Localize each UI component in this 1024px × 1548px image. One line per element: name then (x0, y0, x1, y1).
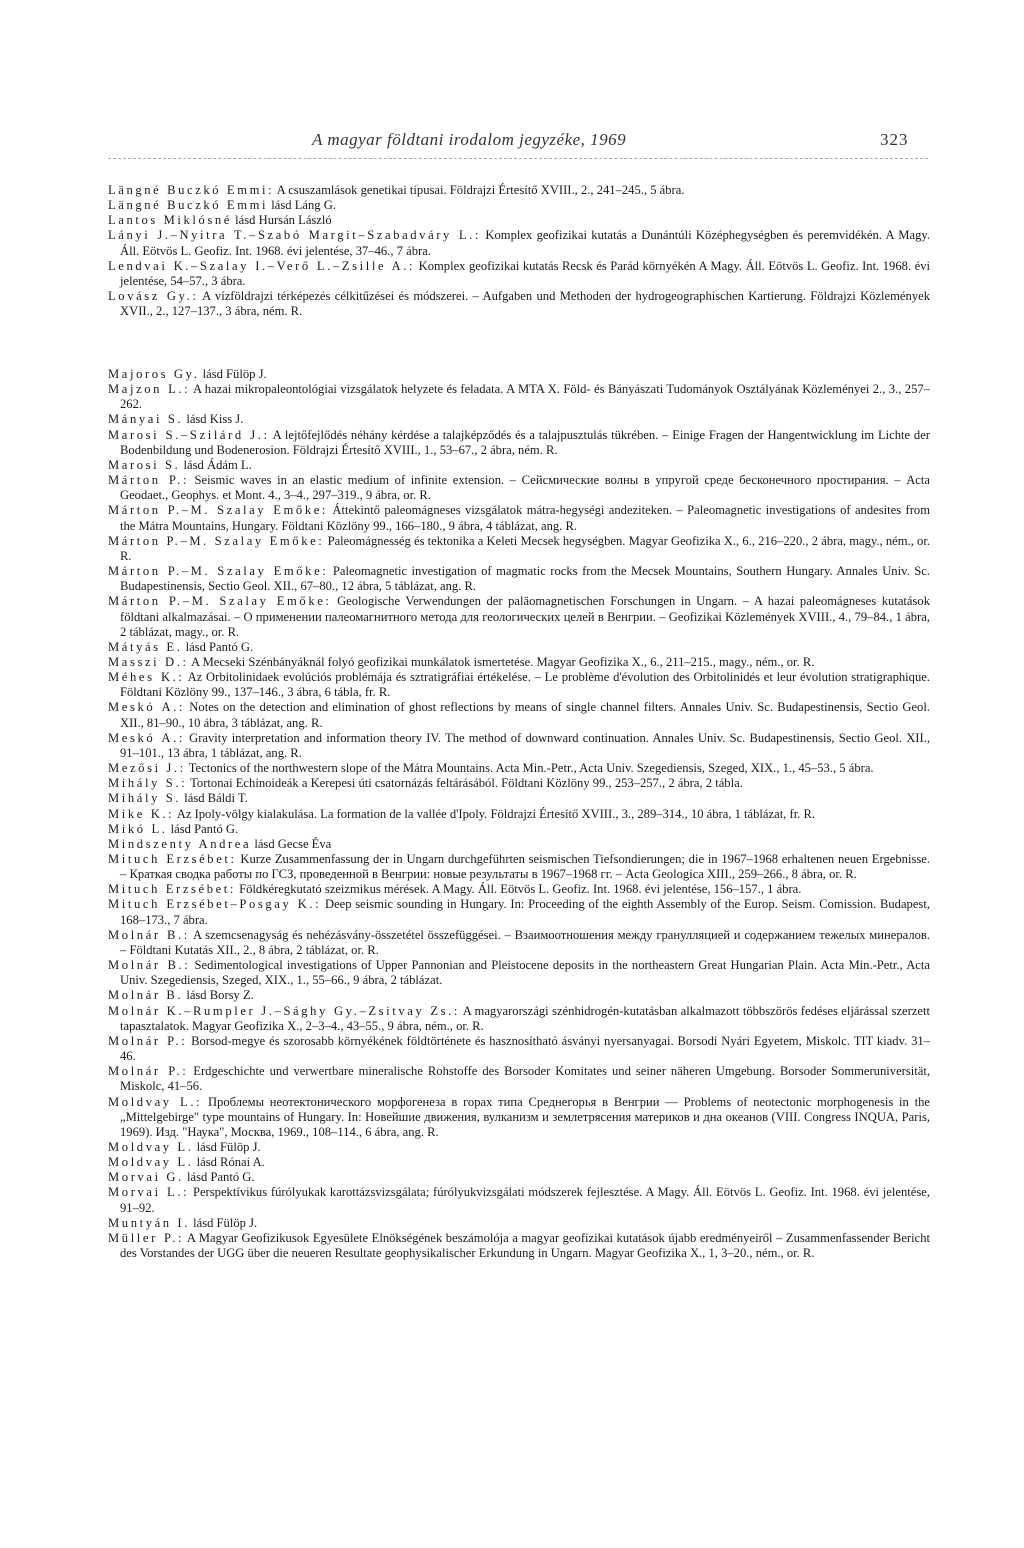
bibliography-entry (108, 382, 930, 412)
entry-text: lásd Pantó G. (167, 821, 239, 836)
entry-text: Borsod-megye és szorosabb környékének földtörténete és hasznosítható ásványi nyersanyagai. Borsodi Nyári Egyetem, Miskolc. TIT kiadv. 31–46. (120, 1033, 931, 1064)
entry-list-m (108, 367, 930, 1261)
bibliography-entry (108, 1231, 930, 1261)
bibliography-entry (108, 259, 930, 289)
entry-text: A vízföldrajzi térképezés célkitűzései és módszerei. – Aufgaben und Methoden der hydrogeographischen Kartierung. Földrajzi Közlemények XVII., 2., 127–137., 3 ábra, ném. R. (120, 289, 931, 319)
entry-author: Márton P.–M. Szalay Emőke: (108, 594, 332, 609)
entry-author: Masszi D.: (108, 654, 189, 669)
entry-text: lásd Pantó G. (183, 1170, 255, 1185)
entry-author: Márton P.–M. Szalay Emőke: (108, 533, 325, 548)
entry-list-l (108, 183, 930, 319)
running-head: A magyar földtani irodalom jegyzéke, 1969 (312, 130, 627, 149)
entry-text: Sedimentological investigations of Upper Pannonian and Pleistocene deposits in the northeastern Great Hungarian Plain. Acta Min.-Petr., Acta Univ. Szegediensis, Szeged, XIX., 1., 55–66., 9 ábra, 2 táblázat. (120, 958, 930, 988)
bibliography-entry (108, 882, 930, 897)
entry-text: Gravity interpretation and information theory IV. The method of downward continuation. Annales Univ. Sc. Budapestinensis, Sectio Geol. XII., 91–101., 13 ábra, 1 táblázat, ang. R. (120, 730, 930, 760)
entry-text: A csuszamlások genetikai típusai. Földrajzi Értesítő XVIII., 2., 241–245., 5 ábra. (274, 183, 685, 197)
entry-author: Mike K.: (108, 806, 175, 821)
bibliography-entry (108, 1034, 930, 1064)
bibliography-entry (108, 458, 930, 473)
entry-text: lásd Fülöp J. (189, 1215, 258, 1230)
bibliography-entry (108, 564, 930, 594)
entry-author: Mihály S.: (108, 776, 188, 791)
entry-text: Komplex geofizikai kutatás a Dunántúli Középhegységben és peremvidékén. A Magy. Áll. Eötvös L. Geofiz. Int. 1968. évi jelentése, 37–46., 7 ábra. (120, 228, 930, 258)
bibliography-entry (108, 822, 930, 837)
entry-text: A magyarországi szénhidrogén-kutatásban alkalmazott többszörös fedéses eljárással szerzett tapasztalatok. Magyar Geofizika X., 2–3–4., 43–55., 9 ábra, ném., or. R. (120, 1003, 930, 1033)
entry-text: lásd Fülöp J. (199, 367, 267, 381)
entry-author: Molnár B.: (108, 958, 191, 973)
entry-author: Molnár B. (108, 988, 184, 1003)
bibliography-entry (108, 700, 930, 730)
bibliography-entry (108, 791, 930, 806)
entry-author: Moldvay L.: (108, 1094, 203, 1109)
entry-text: lásd Gecse Éva (251, 836, 332, 851)
entry-author: Mányai S. (108, 412, 184, 427)
bibliography-entry (108, 670, 930, 700)
bibliography-entry (108, 289, 930, 319)
entry-text: lásd Kiss J. (183, 412, 244, 427)
entry-text: A hazai mikropaleontológiai vizsgálatok helyzete és feladata. A MTA X. Föld- és Bányászati Tudományok Osztályának Közleményei 2., 3., 257–262. (120, 382, 930, 412)
entry-text: Notes on the detection and elimination of ghost reflections by means of single channel filters. Annales Univ. Sc. Budapestinensis, Sectio Geol. XII., 81–90., 10 ábra, 3 táblázat, ang. R. (120, 700, 930, 730)
entry-text: Földkéregkutató szeizmikus mérések. A Magy. Áll. Eötvös L. Geofiz. Int. 1968. évi jelentése, 156–157., 1 ábra. (235, 882, 802, 897)
entry-author: Morvai L.: (108, 1185, 190, 1200)
entry-author: Mindszenty Andrea (108, 836, 252, 851)
bibliography-entry (108, 928, 930, 958)
entry-author: Mihály S. (108, 791, 182, 806)
entry-author: Lányi J.–Nyitra T.–Szabó Margit–Szabadváry L.: (108, 228, 482, 243)
bibliography-entry (108, 1140, 930, 1155)
bibliography-entry (108, 428, 930, 458)
entry-text: Paleomagnetic investigation of magmatic rocks from the Mecsek Mountains, Southern Hungary. Annales Univ. Sc. Budapestinensis, Sectio Geol. XII., 67–80., 12 ábra, 5 táblázat, ang. R. (120, 564, 930, 594)
bibliography-entry (108, 183, 930, 198)
entry-text: Az Orbitolinidaek evolúciós problémája és sztratigráfiai értékelése. – Le problème d'évolution des Orbitolinidés et leur évolution stratigraphique. Földtani Közlöny 99., 137–146., 3 ábra, 6 tábla, fr. R. (120, 670, 930, 700)
entry-author: Mituch Erzsébet: (108, 852, 237, 866)
entry-text: lásd Báldi T. (181, 791, 248, 806)
entry-text: lásd Láng G. (268, 198, 336, 213)
entry-author: Márton P.: (108, 473, 189, 488)
bibliography-entry (108, 1170, 930, 1185)
entry-text: Áttekintő paleomágneses vizsgálatok mátra-hegységi andeziteken. – Paleomagnetic investigations of andesites from the Mátra Mountains, Hungary. Földtani Közlöny 99., 166–180., 9 ábra, 4 táblázat, ang. R. (120, 503, 930, 533)
entry-text: Erdgeschichte und verwertbare mineralische Rohstoffe des Borsoder Komitates und seiner näheren Umgebung. Borsoder Sommeruniversität, Miskolc, 41–56. (120, 1064, 930, 1094)
entry-text: Az Ipoly-völgy kialakulása. La formation de la vallée d'Ipoly. Földrajzi Értesítő XVIII., 3., 289–314., 10 ábra, 1 táblázat, fr. R. (174, 806, 816, 821)
entry-author: Lendvai K.–Szalay I.–Verő L.–Zsille A.: (108, 258, 416, 273)
entry-author: Längné Buczkó Emmi: (108, 183, 275, 197)
entry-text: A szemcsenagyság és nehézásvány-összetétel összefüggései. – Взаимоотношения между гранулляцией и содержанием тежелых минералов. – Földtani Kutatás XII., 2., 8 ábra, 2 táblázat, or. R. (120, 927, 930, 957)
bibliography-entry (108, 412, 930, 427)
entry-author: Mátyás E. (108, 639, 183, 654)
bibliography-entry (108, 594, 930, 639)
entry-text: Perspektívikus fúrólyukak karottázsvizsgálata; fúrólyukvizsgálati módszerek fejlesztése. A Magy. Áll. Eötvös L. Geofiz. Int. 1968. évi jelentése, 91–92. (120, 1185, 930, 1215)
entry-text: A lejtőfejlődés néhány kérdése a talajképződés és a talajpusztulás tükrében. – Einige Fragen der Hangentwicklung im Lichte der Bodenbildung und Bodenerosion. Földrajzi Értesítő XVIII., 1., 53–67., 2 ábra, ném. R. (120, 427, 930, 457)
entry-author: Majoros Gy. (108, 367, 200, 381)
bibliography-entry (108, 897, 930, 927)
entry-author: Lovász Gy.: (108, 289, 199, 304)
entry-author: Márton P.–M. Szalay Emőke: (108, 503, 329, 518)
entry-text: A Magyar Geofizikusok Egyesülete Elnökségének beszámolója a magyar geofizikai kutatások újabb eredményeiről – Zusammenfassender Bericht des Vorstandes der UGG über die neueren Resultate geophysikalischer Erkundung in Ungarn. Magyar Geofizika X., 1, 3–20., ném., or. R. (120, 1230, 930, 1261)
entry-author: Meskó A.: (108, 730, 185, 745)
entry-author: Meskó A.: (108, 700, 186, 715)
entry-text: Tortonai Echinoideák a Kerepesi úti csatornázás feltárásából. Földtani Közlöny 99., 253–257., 2 ábra, 2 tábla. (187, 776, 743, 791)
entry-author: Méhes K.: (108, 670, 185, 685)
entry-author: Längné Buczkó Emmi (108, 198, 269, 213)
entry-text: Tectonics of the northwestern slope of the Mátra Mountains. Acta Min.-Petr., Acta Univ. Szegediensis, Szeged, XIX., 1., 45–53., 5 ábra. (185, 761, 874, 776)
entry-text: lásd Hursán László (232, 213, 332, 228)
bibliography-entry (108, 503, 930, 533)
entry-author: Moldvay L. (108, 1139, 194, 1154)
entry-text: lásd Ádám L. (180, 457, 252, 472)
bibliography-entry (108, 655, 930, 670)
bibliography-entry (108, 1216, 930, 1231)
bibliography-entry (108, 837, 930, 852)
entry-author: Molnár P.: (108, 1033, 188, 1048)
entry-text: Komplex geofizikai kutatás Recsk és Parád környékén A Magy. Áll. Eötvös L. Geofiz. Int. 1968. évi jelentése, 54–57., 3 ábra. (120, 258, 930, 288)
entry-author: Lantos Miklósné (108, 213, 233, 228)
page-number: 323 (880, 130, 909, 149)
bibliography-entry (108, 534, 930, 564)
entry-text: lásd Pantó G. (182, 639, 254, 654)
entry-text: Deep seismic sounding in Hungary. In: Proceeding of the eighth Assembly of the Europ. Seism. Comission. Budapest, 168–173., 7 ábra. (120, 897, 930, 927)
entry-author: Muntyán I. (108, 1215, 190, 1230)
bibliography-entry (108, 1004, 930, 1034)
entry-author: Mikó L. (108, 821, 168, 836)
bibliography-entry (108, 640, 930, 655)
bibliography-entry (108, 988, 930, 1003)
bibliography-entry (108, 807, 930, 822)
entry-author: Mituch Erzsébet–Posgay K.: (108, 897, 322, 912)
bibliography-entry (108, 852, 930, 882)
bibliography-entry (108, 776, 930, 791)
entry-author: Moldvay L. (108, 1155, 194, 1170)
bibliography-entry (108, 958, 930, 988)
entry-text: Paleomágnesség és tektonika a Keleti Mecsek hegységben. Magyar Geofizika X., 6., 216–220., 2 ábra, magy., ném., or. R. (120, 533, 930, 563)
header-rule (108, 158, 928, 159)
entry-author: Mituch Erzsébet: (108, 882, 236, 897)
entry-author: Marosi S.–Szilárd J.: (108, 427, 270, 442)
entry-author: Molnár B.: (108, 927, 190, 942)
entry-author: Mezősi J.: (108, 761, 186, 776)
entry-text: Проблемы неотектонического морфогенеза в горах типа Среднегорья в Венгрии — Problems of neotectonic morphogenesis in the „Mittelgebirge" type mountains of Hungary. In: Новейшие движения, вулканизм и землетрясения материков и дна океанов (VIII. Congress INQUA, Paris, 1969). Изд. "Наука", Москва, 1969., 108–114., 6 ábra, ang. R. (120, 1094, 931, 1139)
bibliography-entry (108, 1064, 930, 1094)
bibliography-entry (108, 731, 930, 761)
entry-text: A Mecseki Szénbányáknál folyó geofizikai munkálatok ismertetése. Magyar Geofizika X., 6., 211–215., magy., ném., or. R. (188, 654, 815, 669)
entry-author: Márton P.–M. Szalay Emőke: (108, 564, 329, 579)
bibliography-entry (108, 761, 930, 776)
bibliography-entry (108, 1185, 930, 1215)
bibliography-entry (108, 228, 930, 258)
bibliography-entry (108, 1155, 930, 1170)
entry-author: Molnár K.–Rumpler J.–Sághy Gy.–Zsitvay Zs.: (108, 1003, 460, 1018)
entry-author: Molnár P.: (108, 1064, 189, 1079)
entry-author: Marosi S. (108, 457, 181, 472)
bibliography-entry (108, 213, 930, 228)
entry-text: lásd Borsy Z. (183, 988, 254, 1003)
entry-author: Müller P.: (108, 1230, 185, 1245)
entry-text: lásd Fülöp J. (193, 1139, 261, 1154)
bibliography-entry (108, 198, 930, 213)
entry-author: Majzon L.: (108, 382, 191, 397)
bibliography-entry (108, 473, 930, 503)
entry-text: Seismic waves in an elastic medium of infinite extension. – Сейсмические волны в упругой среде бесконечного простирания. – Acta Geodaet., Geophys. et Mont. 4., 3–4., 297–319., 9 ábra, or. R. (120, 473, 930, 503)
entry-text: Kurze Zusammenfassung der in Ungarn durchgeführten seismischen Tiefsondierungen; die in 1967–1968 erhaltenen neuen Ergebnisse. – Краткая сводка работы по ГСЗ, проведенной в Венгрии: новые результаты в 1967–1968 гг. – Acta Geologica XIII., 259–266., 8 ábra, or. R. (120, 852, 930, 882)
entry-author: Morvai G. (108, 1170, 184, 1185)
entry-text: lásd Rónai A. (193, 1155, 265, 1170)
bibliography-entry (108, 367, 930, 382)
bibliography-entry (108, 1095, 930, 1140)
entry-text: Geologische Verwendungen der paläomagnetischen Forschungen in Ungarn. – A hazai paleomágneses kutatások földtani alkalmazásai. – О применении палеомагнитного метода для геологических целей в Венгрии. – Geofizikai Közlemények XVIII., 4., 79–84., 1 ábra, 2 táblázat, magy., or. R. (120, 594, 930, 639)
